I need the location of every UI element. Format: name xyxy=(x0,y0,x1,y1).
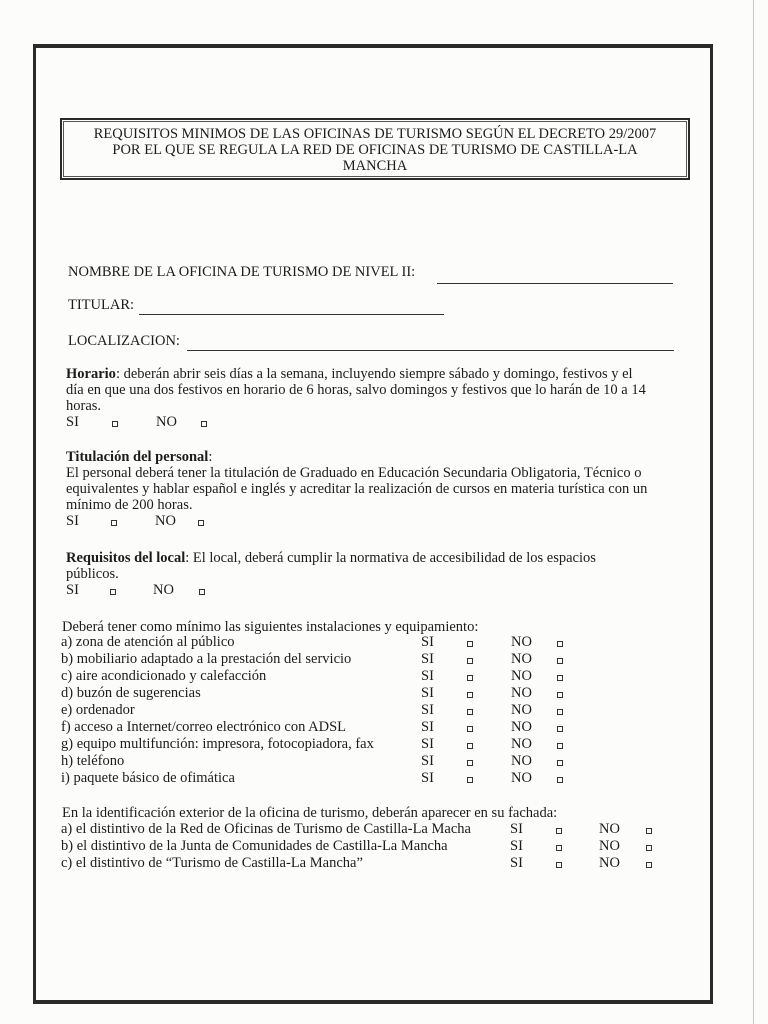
equipamiento-no-label: NO xyxy=(511,668,532,684)
equipamiento-item: e) ordenador xyxy=(61,702,135,718)
horario-si-checkbox[interactable] xyxy=(112,421,118,427)
equipamiento-no-checkbox[interactable] xyxy=(557,777,563,783)
title-line-2: POR EL QUE SE REGULA LA RED DE OFICINAS DE TURISMO DE CASTILLA-LA xyxy=(112,142,638,158)
titulacion-line-3: mínimo de 200 horas. xyxy=(66,497,193,513)
identificacion-no-label: NO xyxy=(599,838,620,854)
local-heading: Requisitos del local xyxy=(66,550,186,566)
title-line-1: REQUISITOS MINIMOS DE LAS OFICINAS DE TURISMO SEGÚN EL DECRETO 29/2007 xyxy=(93,126,657,142)
equipamiento-si-label: SI xyxy=(421,668,434,684)
equipamiento-si-checkbox[interactable] xyxy=(467,760,473,766)
equipamiento-si-checkbox[interactable] xyxy=(467,726,473,732)
horario-no-label: NO xyxy=(156,414,177,430)
equipamiento-item: b) mobiliario adaptado a la prestación del servicio xyxy=(61,651,352,667)
equipamiento-no-checkbox[interactable] xyxy=(557,760,563,766)
equipamiento-no-label: NO xyxy=(511,736,532,752)
equipamiento-si-label: SI xyxy=(421,702,434,718)
page-edge-line xyxy=(753,0,754,1024)
equipamiento-si-checkbox[interactable] xyxy=(467,777,473,783)
titulacion-si-label: SI xyxy=(66,513,79,529)
equipamiento-si-label: SI xyxy=(421,634,434,650)
identificacion-si-checkbox[interactable] xyxy=(556,862,562,868)
equipamiento-si-checkbox[interactable] xyxy=(467,658,473,664)
field-titular-line[interactable] xyxy=(139,314,444,315)
horario-line-3: horas. xyxy=(66,398,102,414)
horario-heading: Horario xyxy=(66,366,116,382)
equipamiento-intro: Deberá tener como mínimo las siguientes instalaciones y equipamiento: xyxy=(62,619,479,635)
equipamiento-item: a) zona de atención al público xyxy=(61,634,235,650)
equipamiento-item: g) equipo multifunción: impresora, fotocopiadora, fax xyxy=(61,736,374,752)
local-line-2: públicos. xyxy=(66,566,119,582)
local-no-checkbox[interactable] xyxy=(199,589,205,595)
equipamiento-no-checkbox[interactable] xyxy=(557,726,563,732)
equipamiento-no-checkbox[interactable] xyxy=(557,692,563,698)
identificacion-no-checkbox[interactable] xyxy=(646,845,652,851)
identificacion-no-checkbox[interactable] xyxy=(646,862,652,868)
equipamiento-item: c) aire acondicionado y calefacción xyxy=(61,668,267,684)
identificacion-si-label: SI xyxy=(510,838,523,854)
identificacion-si-label: SI xyxy=(510,821,523,837)
local-si-label: SI xyxy=(66,582,79,598)
local-no-label: NO xyxy=(153,582,174,598)
equipamiento-no-checkbox[interactable] xyxy=(557,675,563,681)
horario-no-checkbox[interactable] xyxy=(201,421,207,427)
equipamiento-si-label: SI xyxy=(421,719,434,735)
equipamiento-item: d) buzón de sugerencias xyxy=(61,685,201,701)
identificacion-no-label: NO xyxy=(599,855,620,871)
equipamiento-no-label: NO xyxy=(511,634,532,650)
horario-line-1 xyxy=(66,366,633,382)
field-localizacion-line[interactable] xyxy=(187,350,674,351)
titulacion-line-2: equivalentes y hablar español e inglés y acreditar la realización de cursos en materia turística con un xyxy=(66,481,648,497)
identificacion-no-checkbox[interactable] xyxy=(646,828,652,834)
horario-text-1: : deberán abrir seis días a la semana, incluyendo siempre sábado y domingo, festivos y el xyxy=(115,366,633,382)
equipamiento-no-checkbox[interactable] xyxy=(557,641,563,647)
equipamiento-si-checkbox[interactable] xyxy=(467,641,473,647)
local-text-1: : El local, deberá cumplir la normativa de accesibilidad de los espacios xyxy=(185,550,596,566)
identificacion-item: a) el distintivo de la Red de Oficinas de Turismo de Castilla-La Macha xyxy=(61,821,471,837)
field-nombre-label: NOMBRE DE LA OFICINA DE TURISMO DE NIVEL II: xyxy=(68,264,416,280)
equipamiento-no-label: NO xyxy=(511,685,532,701)
equipamiento-item: h) teléfono xyxy=(61,753,125,769)
identificacion-si-checkbox[interactable] xyxy=(556,828,562,834)
title-line-3: MANCHA xyxy=(342,158,408,174)
local-line-1 xyxy=(66,550,596,566)
identificacion-item: c) el distintivo de “Turismo de Castilla-La Mancha” xyxy=(61,855,363,871)
title-box xyxy=(60,118,690,180)
identificacion-si-label: SI xyxy=(510,855,523,871)
identificacion-no-label: NO xyxy=(599,821,620,837)
titulacion-line-1: El personal deberá tener la titulación de Graduado en Educación Secundaria Obligatoria, Técnico o xyxy=(66,465,642,481)
equipamiento-no-checkbox[interactable] xyxy=(557,709,563,715)
equipamiento-no-label: NO xyxy=(511,719,532,735)
field-nombre-line[interactable] xyxy=(437,283,673,284)
equipamiento-no-label: NO xyxy=(511,753,532,769)
titulacion-si-checkbox[interactable] xyxy=(111,520,117,526)
titulacion-no-checkbox[interactable] xyxy=(198,520,204,526)
equipamiento-no-label: NO xyxy=(511,770,532,786)
field-titular-label: TITULAR: xyxy=(68,297,135,313)
field-localizacion-label: LOCALIZACION: xyxy=(68,333,180,349)
horario-si-label: SI xyxy=(66,414,79,430)
equipamiento-si-checkbox[interactable] xyxy=(467,709,473,715)
equipamiento-si-label: SI xyxy=(421,736,434,752)
identificacion-item: b) el distintivo de la Junta de Comunidades de Castilla-La Mancha xyxy=(61,838,448,854)
equipamiento-si-checkbox[interactable] xyxy=(467,692,473,698)
equipamiento-si-checkbox[interactable] xyxy=(467,675,473,681)
equipamiento-si-label: SI xyxy=(421,770,434,786)
equipamiento-si-label: SI xyxy=(421,685,434,701)
identificacion-intro: En la identificación exterior de la oficina de turismo, deberán aparecer en su fachada: xyxy=(62,805,558,821)
equipamiento-no-label: NO xyxy=(511,702,532,718)
equipamiento-no-label: NO xyxy=(511,651,532,667)
equipamiento-si-checkbox[interactable] xyxy=(467,743,473,749)
titulacion-heading: Titulación del personal xyxy=(66,449,209,465)
equipamiento-no-checkbox[interactable] xyxy=(557,743,563,749)
equipamiento-no-checkbox[interactable] xyxy=(557,658,563,664)
identificacion-si-checkbox[interactable] xyxy=(556,845,562,851)
titulacion-no-label: NO xyxy=(155,513,176,529)
equipamiento-item: f) acceso a Internet/correo electrónico con ADSL xyxy=(61,719,347,735)
equipamiento-si-label: SI xyxy=(421,651,434,667)
titulacion-heading-line: Titulación del personal: xyxy=(66,449,213,465)
equipamiento-si-label: SI xyxy=(421,753,434,769)
local-si-checkbox[interactable] xyxy=(110,589,116,595)
horario-line-2: día en que una dos festivos en horario de 6 horas, salvo domingos y festivos que lo harán de 10 a 14 xyxy=(66,382,646,398)
equipamiento-item: i) paquete básico de ofimática xyxy=(61,770,235,786)
